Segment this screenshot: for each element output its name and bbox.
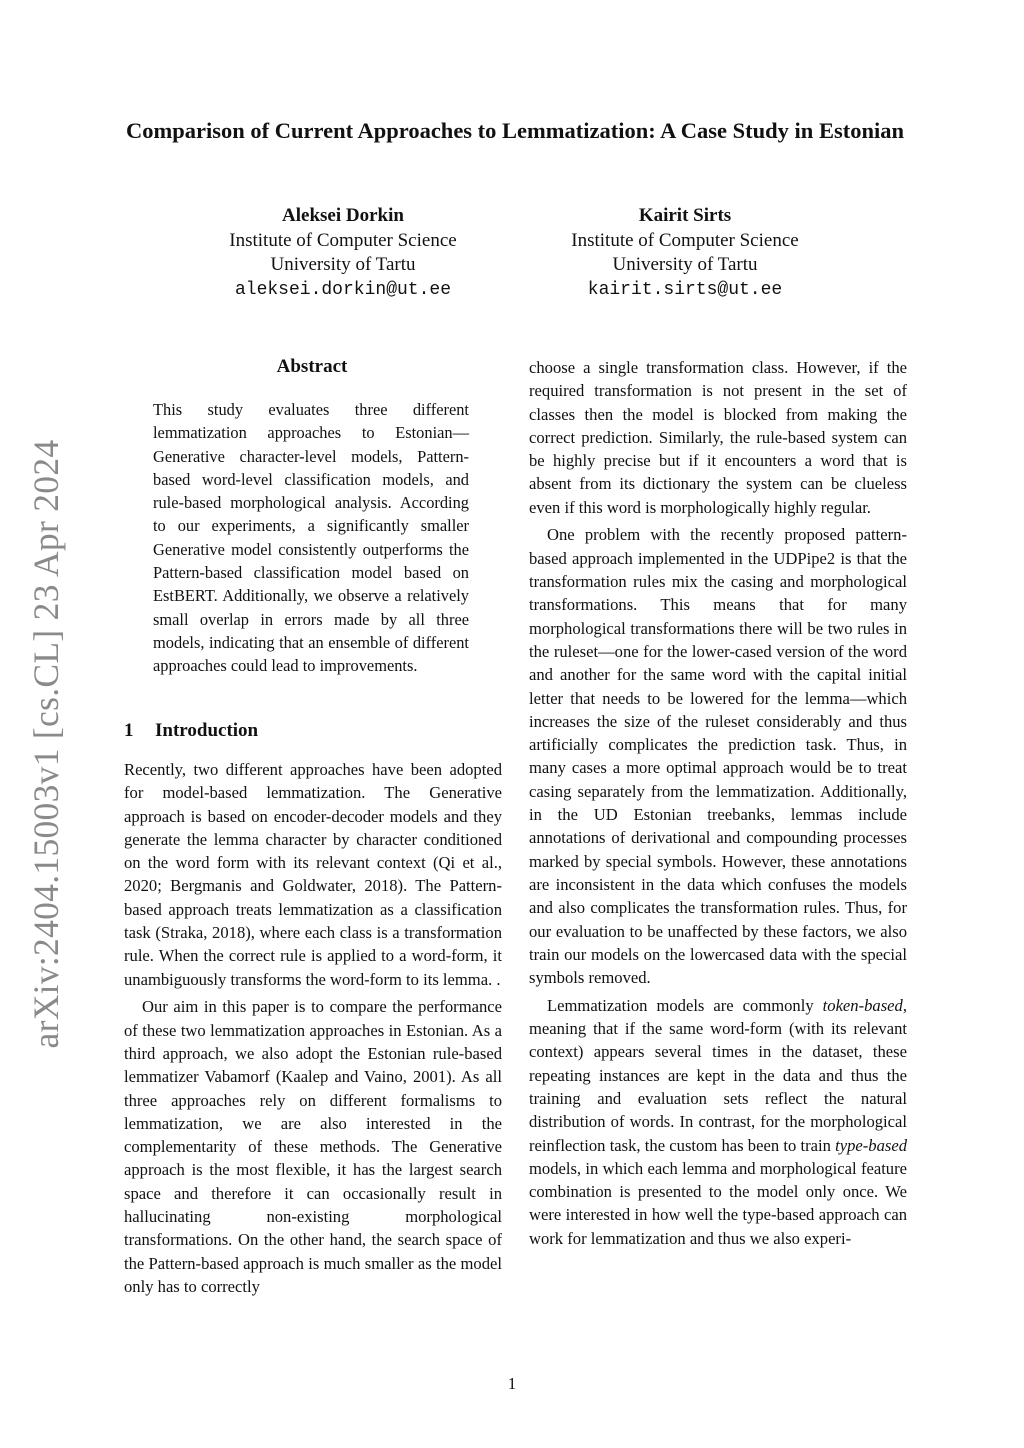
paper-title: Comparison of Current Approaches to Lemmatization: A Case Study in Estonian: [126, 118, 904, 143]
author-block-2: [520, 204, 850, 302]
author-affiliation: Institute of Computer Science: [571, 229, 799, 251]
author-name: Kairit Sirts: [638, 205, 732, 226]
emphasis-term: token-based: [822, 995, 903, 1015]
author-name: Aleksei Dorkin: [282, 205, 404, 226]
author-block-1: [178, 204, 508, 302]
left-column: [124, 758, 502, 1303]
abstract-text: This study evaluates three different lemmatization approaches to Estonian—Generative character-level models, Pattern-based word-level classification models, and rule-based morphological analysis. According to our experiments, a significantly smaller Generative model consistently outperforms the Pattern-based classification model based on EstBERT. Additionally, we observe a relatively small overlap in errors made by all three models, indicating that an ensemble of different approaches could lead to improvements.: [153, 400, 469, 676]
author-affiliation: Institute of Computer Science: [229, 229, 457, 251]
text-run: , meaning that if the same word-form (with its relevant context) appears several times in the dataset, these repeating instances are kept in the data and thus the training and evaluation sets reflect the natural distribution of words. In contrast, for the morphological reinflection task, the custom has been to train: [529, 995, 907, 1155]
body-paragraph: Our aim in this paper is to compare the performance of these two lemmatization approaches in Estonian. As a third approach, we also adopt the Estonian rule-based lemmatizer Vabamorf (Kaalep and Vaino, 2001). As all three approaches rely on different formalisms to lemmatization, we are also interested in the complementarity of these methods. The Generative approach is the most flexible, it has the largest search space and therefore it can occasionally result in hallucinating non-existing morphological transformations. On the other hand, the search space of the Pattern-based approach is much smaller as the model only has to correctly: [124, 997, 502, 1296]
section-heading: [124, 720, 258, 742]
section-number: 1: [124, 720, 134, 741]
body-paragraph: One problem with the recently proposed pattern-based approach implemented in the UDPipe2 is that the transformation rules mix the casing and morphological transformations. This means that for many morphological transformations there will be two rules in the ruleset—one for the lower-cased version of the word and another for the same word with the capital initial letter that needs to be lowered for the lemma—which increases the size of the ruleset considerably and thus artificially complicates the prediction task. Thus, in many cases a more optimal approach would be to treat casing separately from the lemmatization. Additionally, in the UD Estonian treebanks, lemmas include annotations of derivational and compounding processes marked by special symbols. However, these annotations are inconsistent in the data which confuses the models and also complicates the transformation rules. Thus, for our evaluation to be unaffected by these factors, we also train our models on the lowercased data with the special symbols removed.: [529, 525, 907, 988]
body-paragraph: Recently, two different approaches have been adopted for model-based lemmatization. The Generative approach is based on encoder-decoder models and they generate the lemma character by character conditioned on the word form with its relevant context (Qi et al., 2020; Bergmanis and Goldwater, 2018). The Pattern-based approach treats lemmatization as a classification task (Straka, 2018), where each class is a transformation rule. When the correct rule is applied to a word-form, it unambiguously transforms the word-form to its lemma. .: [124, 760, 502, 989]
page-number: 1: [507, 1374, 517, 1393]
author-university: University of Tartu: [270, 254, 416, 276]
section-title: Introduction: [155, 720, 259, 741]
right-column: [529, 356, 907, 1254]
body-paragraph: choose a single transformation class. However, if the required transformation is not present in the set of classes then the model is blocked from making the correct prediction. Similarly, the rule-based system can be highly precise but if it encounters a word that is absent from its dictionary the system can be clueless even if this word is morphologically highly regular.: [529, 358, 907, 517]
abstract-heading: Abstract: [276, 356, 348, 377]
arxiv-identifier: arXiv:2404.15003v1 [cs.CL] 23 Apr 2024: [26, 439, 66, 1049]
author-email: kairit.sirts@ut.ee: [587, 279, 783, 300]
text-run: Lemmatization models are commonly: [547, 995, 823, 1015]
emphasis-term: type-based: [835, 1135, 907, 1155]
author-university: University of Tartu: [612, 254, 758, 276]
text-run: models, in which each lemma and morphological feature combination is presented to the model only once. We were interested in how well the type-based approach can work for lemmatization and thus we also experi-: [529, 1158, 907, 1248]
author-email: aleksei.dorkin@ut.ee: [234, 279, 452, 300]
body-paragraph: [529, 994, 907, 1250]
